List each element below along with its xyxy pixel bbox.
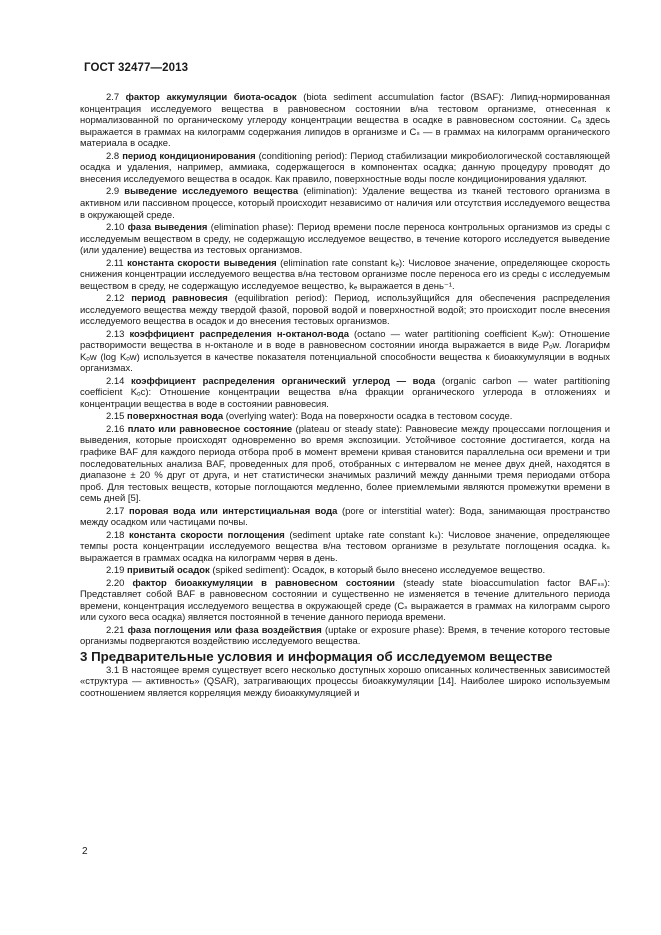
term: фактор аккумуляции биота-осадок (125, 92, 297, 103)
definition-2-21: 2.21 фаза поглощения или фаза воздействия (uptake or exposure phase): Время, в течение которого тестовые организмы подвергаются воздействию исследуемого вещества. (80, 624, 611, 648)
section-heading: 3 Предварительные условия и информация об исследуемом веществе (80, 648, 553, 664)
definition-2-11: 2.11 константа скорости выведения (elimination rate constant kₑ): Числовое значение, определяющее скорость снижения концентрации исследуемого вещества в/на тестовом организме после переноса его из среды с исследуемым веществом в среду, не содержащую исследуемое вещество, kₑ выражается в день⁻¹. (80, 257, 611, 292)
term: плато или равновесное состояние (127, 423, 293, 435)
definition-2-15: 2.15 поверхностная вода (overlying water): Вода на поверхности осадка в тестовом сосуде. (106, 411, 513, 423)
definition-2-16: 2.16 плато или равновесное состояние (plateau or steady state): Равновесие между процессами поглощения и выведения, которые происходят одновременно во время экспозиции. Устойчивое состояние достигается, когда на графике BAF для каждого периода отбора проб в момент времени кривая становится параллельна оси времени и три последовательных анализа BAF, проведенных для проб, отобранных с интервалом не менее двух дней, находятся в диапазоне ± 20 % друг от друга, и нет статистически значимых различий между данными тремя периодами отбора проб. Для тестовых веществ, которые поглощаются медленно, более приемлемыми являются промежутки времени в семь дней [5]. (80, 423, 611, 505)
definition-2-9: 2.9 выведение исследуемого вещества (elimination): Удаление вещества из тканей тестового организма в активном или пассивном процессе, который происходит независимо от наличия или отсутствия исследуемого вещества в окружающей среде. (80, 186, 611, 221)
definition-2-10: 2.10 фаза выведения (elimination phase): Период времени после переноса контрольных организмов из среды с исследуемым веществом в среду, не содержащую исследуемое вещество, в течение которого исследуется выведение (или удаление) вещества из тестовых организмов. (80, 221, 610, 257)
term: фаза поглощения или фаза воздействия (127, 624, 322, 636)
term: период равновесия (131, 293, 228, 305)
definition-2-12: 2.12 период равновесия (equilibration period): Период, используйщийся для обеспечения распределения исследуемого вещества между твердой фазой, поровой водой и поверхностной водой; это происходит после внесения исследуемого вещества в осадок и до внесения тестовых организмов. (80, 293, 610, 328)
definition-2-20: 2.20 фактор биоаккумуляции в равновесном состоянии (steady state bioaccumulation factor BAFₛₛ): Представляет собой BAF в равновесном состоянии и существенно не изменяется в течение длительного периода времени, концентрация исследуемого вещества в окружающей среде (Cₛ выражается в граммах на килограмм сырого или сухого веса осадка) является постоянной в течение данного периода времени. (80, 577, 610, 624)
document-code: ГОСТ 32477—2013 (84, 62, 189, 74)
definition-2-14: 2.14 коэффициент распределения органический углерод — вода (organic carbon — water partitioning coefficient Kₒc): Отношение концентрации вещества в/на фракции органического углерода в отложениях и концентрации вещества в воде в состоянии равновесия. (80, 375, 610, 411)
document-body (80, 92, 610, 700)
term: фаза выведения (127, 221, 208, 233)
term: константа скорости выведения (127, 257, 277, 269)
term: период кондиционирования (122, 150, 256, 162)
paragraph-3-1: 3.1 В настоящее время существует всего несколько доступных хорошо описанных количественных зависимостей «структура — активность» (QSAR), затрагивающих процессы биоаккумуляции [14]. Наиболее широко используемым соотношением является корреляция между биоаккумуляцией и (80, 664, 610, 699)
definition-2-17: 2.17 поровая вода или интерстициальная вода (pore or interstitial water): Вода, занимающая пространство между осадком или частицами почвы. (80, 505, 611, 529)
definition-2-7: 2.7 фактор аккумуляции биота-осадок (biota sediment accumulation factor (BSAF): Липид-нормированная концентрация исследуемого вещества в равновесном состоянии в/на тестовом организме, отнесенная к нормализованной по органическому углероду концентрации вещества в осадке в равновесном состоянии. Cₐ здесь выражается в граммах на килограмм содержания липидов в организме и Cₛ — в граммах на килограмм органического материала в осадке. (80, 92, 610, 150)
definition-2-13: 2.13 коэффициент распределения н-октанол-вода (octano — water partitioning coefficient Kₒw): Отношение растворимости вещества в н-октаноле и в воде в равновесном состоянии иногда выражается в виде Pₒw. Логарифм Kₒw (log Kₒw) используется в качестве показателя потенциальной способности вещества к биоаккумуляции в водных организмах. (80, 328, 610, 375)
definition-2-19: 2.19 привитый осадок (spiked sediment): Осадок, в который было внесено исследуемое вещество. (106, 565, 546, 577)
term: поверхностная вода (127, 411, 224, 423)
page-number: 2 (82, 846, 88, 857)
term: фактор биоаккумуляции в равновесном состоянии (132, 577, 395, 589)
term: выведение исследуемого вещества (124, 186, 299, 198)
term: поровая вода или интерстициальная вода (128, 505, 338, 517)
term: константа скорости поглощения (129, 529, 285, 541)
term: коэффициент распределения н-октанол-вода (129, 328, 349, 340)
definition-2-18: 2.18 константа скорости поглощения (sediment uptake rate constant kₛ): Числовое значение, определяющее темпы роста концентрации исследуемого вещества в/на тестовом организме в результате поглощения осадка. kₛ выражается в граммах осадка на килограмм червя в день. (80, 529, 610, 564)
term: привитый осадок (127, 565, 210, 577)
definition-2-8: 2.8 период кондиционирования (conditioning period): Период стабилизации микробиологической составляющей осадка и удаления, например, аммиака, содержащегося в компонентах осадка; данную процедуру проводят до внесения исследуемого вещества в осадок. Как правило, поверхностные воды после кондиционирования удаляют. (80, 150, 610, 185)
term: коэффициент распределения органический углерод — вода (131, 375, 436, 387)
